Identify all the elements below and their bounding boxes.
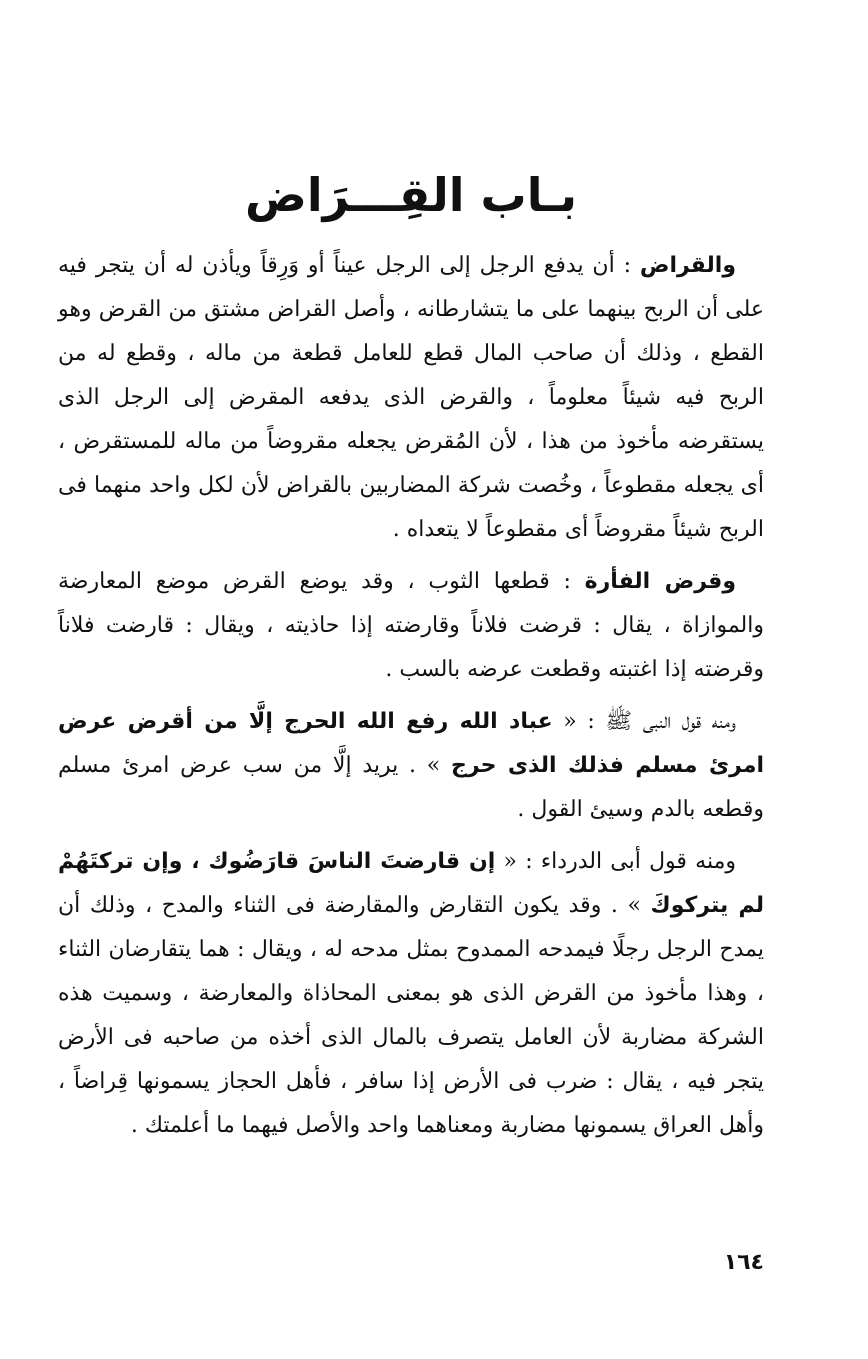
paragraph-abu-aldarda [58, 840, 764, 1148]
paragraph-text: » . يريد إلَّا من سب عرض امرئ مسلم وقطعه بالدم وسيئ القول . [58, 753, 764, 822]
chapter-title: بـاب القِـــرَاض [244, 168, 578, 222]
paragraph-intro: ومنه قول أبى الدرداء : « [495, 849, 736, 874]
hadith-quote: عباد الله رفع الله الحرج إلَّا من أقرض عرض امرئ مسلم فذلك الذى حرج [58, 709, 764, 778]
abu-aldarda-quote: إن قارضتَ الناسَ قارَضُوك ، وإن تركتَهُمْ لم يتركوكَ [58, 849, 764, 918]
paragraph-qard-alfara [58, 560, 764, 692]
page-number: ١٦٤ [723, 1250, 764, 1275]
paragraph-text: : قطعها الثوب ، وقد يوضع القرض موضع المعارضة والموازاة ، يقال : قرضت فلاناً وقارضته إذا حاذيته ، ويقال : قارضت فلاناً وقرضته إذا اغتبته وقطعت عرضه بالسب . [58, 569, 764, 682]
term-qard-alfara: وقرض الفأرة [584, 569, 736, 594]
paragraph-text: » . وقد يكون التقارض والمقارضة فى الثناء والمدح ، وذلك أن يمدح الرجل رجلًا فيمدحه الممدوح بمثل مدحه له ، ويقال : هما يتقارضان الثناء ، وهذا مأخوذ من القرض الذى هو بمعنى المحاذاة والمعارضة ، وسميت هذه الشركة مضاربة لأن العامل يتصرف بالمال الذى أخذه من صاحبه فى الأرض يتجر فيه ، يقال : ضرب فى الأرض إذا سافر ، فأهل الحجاز يسمونها قِراضاً ، وأهل العراق يسمونها مضاربة ومعناهما واحد والأصل فيهما ما أعلمتك . [58, 893, 764, 1138]
paragraph-qirad-definition [58, 244, 764, 552]
term-qirad: والقراض [639, 253, 736, 278]
paragraph-intro: ومنه قول النبى ﷺ : « [552, 709, 736, 734]
paragraph-hadith [58, 700, 764, 832]
paragraph-text: : أن يدفع الرجل إلى الرجل عيناً أو وَرِقاً ويأذن له أن يتجر فيه على أن الربح بينهما على ما يتشارطانه ، وأصل القراض مشتق من القرض وهو القطع ، وذلك أن صاحب المال قطع للعامل قطعة من ماله ، وقطع له من الربح فيه شيئاً معلوماً ، والقرض الذى يدفعه المقرض إلى الرجل الذى يستقرضه مأخوذ من هذا ، لأن المُقرض يجعله مقروضاً من ماله للمستقرض ، أى يجعله مقطوعاً ، وخُصت شركة المضاربين بالقراض لأن لكل واحد منهما فى الربح شيئاً مقروضاً أى مقطوعاً لا يتعداه . [58, 253, 764, 542]
chapter-body [58, 244, 764, 1148]
